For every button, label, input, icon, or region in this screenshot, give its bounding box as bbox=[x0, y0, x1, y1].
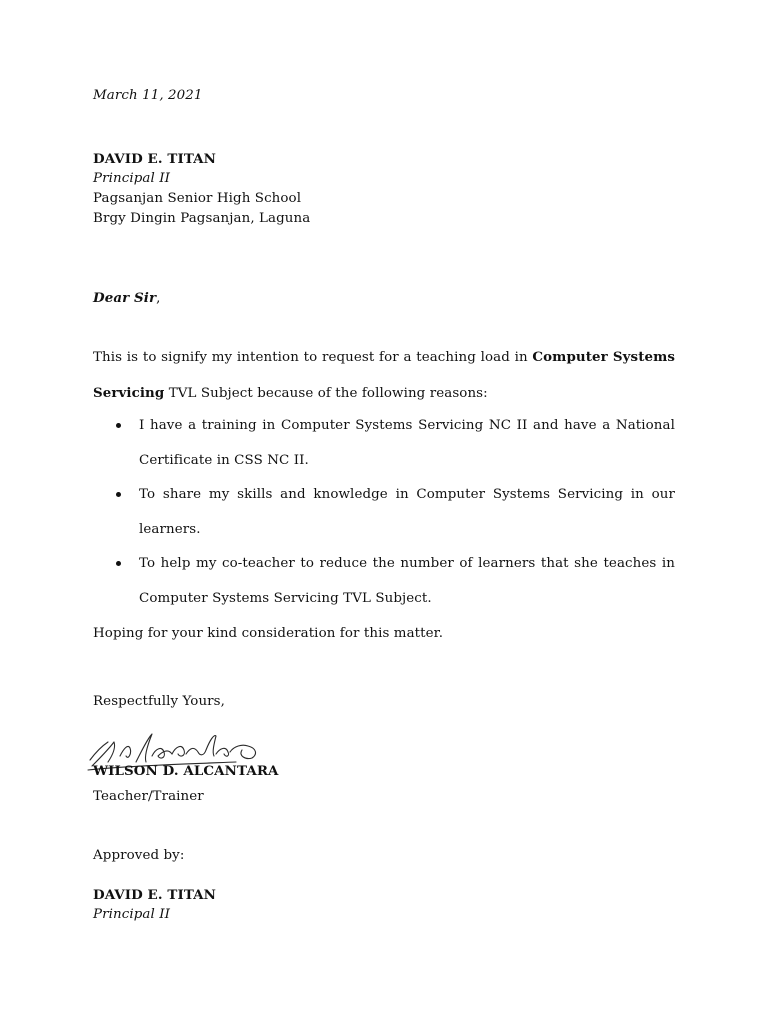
intro-text-2: TVL Subject because of the following reasons: bbox=[164, 385, 488, 401]
recipient-school: Pagsanjan Senior High School bbox=[93, 191, 302, 206]
sender-name: WILSON D. ALCANTARA bbox=[93, 763, 279, 779]
reason-text: To share my skills and knowledge in Computer Systems Servicing in our learners. bbox=[139, 487, 675, 537]
intro-text-1: This is to signify my intention to request for a teaching load in bbox=[93, 350, 533, 365]
letter-date: March 11, 2021 bbox=[93, 88, 203, 103]
closing-line: Hoping for your kind consideration for this matter. bbox=[93, 626, 444, 641]
reason-text: To help my co-teacher to reduce the number of learners that she teaches in Computer Systems Servicing TVL Subject. bbox=[139, 556, 675, 606]
salutation bbox=[93, 290, 161, 306]
reason-text: I have a training in Computer Systems Servicing NC II and have a National Certificate in CSS NC II. bbox=[139, 418, 675, 468]
complimentary-close: Respectfully Yours, bbox=[93, 694, 226, 709]
bullet-icon bbox=[116, 561, 121, 566]
salutation-name: Dear Sir bbox=[93, 290, 157, 306]
approved-by-label: Approved by: bbox=[93, 848, 185, 863]
recipient-name: DAVID E. TITAN bbox=[93, 151, 216, 167]
list-item bbox=[93, 547, 675, 616]
sender-title: Teacher/Trainer bbox=[93, 789, 204, 804]
approver-title: Principal II bbox=[93, 907, 170, 922]
reasons-list bbox=[93, 409, 675, 616]
list-item bbox=[93, 478, 675, 547]
salutation-punctuation: , bbox=[156, 291, 161, 306]
intro-subject: Computer Systems Servicing bbox=[93, 349, 676, 401]
intro-paragraph bbox=[93, 340, 675, 411]
bullet-icon bbox=[116, 423, 121, 428]
recipient-title: Principal II bbox=[93, 171, 170, 186]
list-item bbox=[93, 409, 675, 478]
approver-name: DAVID E. TITAN bbox=[93, 887, 216, 903]
bullet-icon bbox=[116, 492, 121, 497]
recipient-address: Brgy Dingin Pagsanjan, Laguna bbox=[93, 211, 311, 226]
